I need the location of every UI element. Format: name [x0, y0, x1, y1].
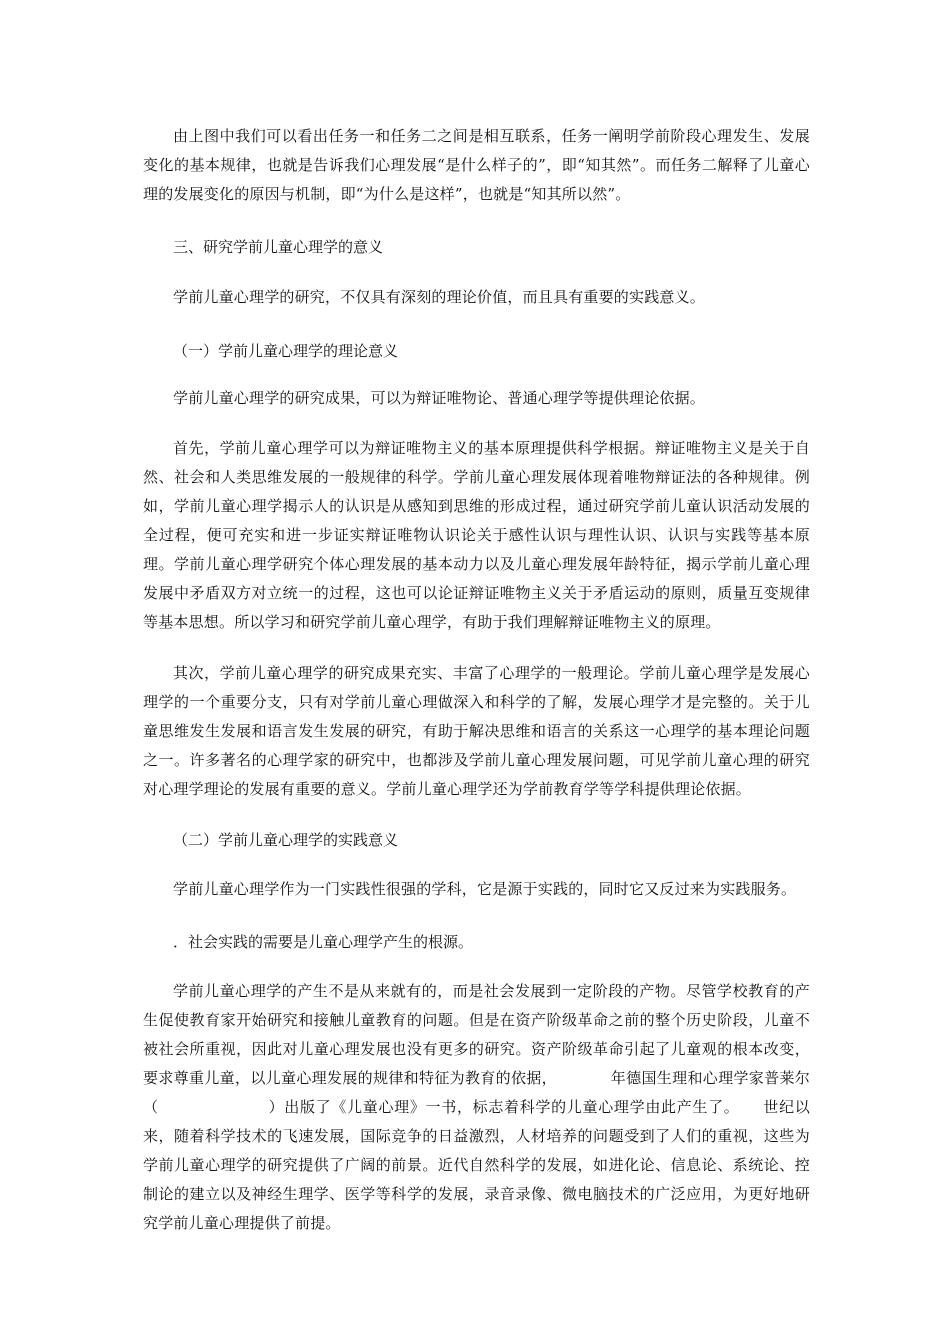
paragraph-first-dialectics: 首先，学前儿童心理学可以为辩证唯物主义的基本原理提供科学根据。辩证唯物主义是关于自然、社会和人类思维发展的一般规律的科学。学前儿童心理发展体现着唯物辩证法的各种规律。例如，学前儿童心理学揭示人的认识是从感知到思维的形成过程，通过研究学前儿童认识活动发展的全过程，便可充实和进一步证实辩证唯物认识论关于感性认识与理性认识、认识与实践等基本原理。学前儿童心理学研究个体心理发展的基本动力以及儿童心理发展年龄特征，揭示学前儿童心理发展中矛盾双方对立统一的过程，这也可以论证辩证唯物主义关于矛盾运动的原则，质量互变规律等基本思想。所以学习和研究学前儿童心理学，有助于我们理解辩证唯物主义的原理。	[143, 439, 810, 631]
subheading-practical-significance: （二）学前儿童心理学的实践意义	[173, 831, 399, 849]
paragraph-theoretical-basis: 学前儿童心理学的研究成果，可以为辩证唯物论、普通心理学等提供理论依据。	[173, 389, 706, 407]
list-point-social-practice: ．社会实践的需要是儿童心理学产生的根源。	[173, 933, 474, 951]
paragraph-task-relation: 由上图中我们可以看出任务一和任务二之间是相互联系，任务一阐明学前阶段心理发生、发展变化的基本规律，也就是告诉我们心理发展“是什么样子的”，即“知其然”。而任务二解释了儿童心理的发展变化的原因与机制，即“为什么是这样”，也就是“知其所以然”。	[143, 127, 810, 203]
paragraph-second-psychology-theory: 其次，学前儿童心理学的研究成果充实、丰富了心理学的一般理论。学前儿童心理学是发展心理学的一个重要分支，只有对学前儿童心理做深入和科学的了解，发展心理学才是完整的。关于儿童思维发生发展和语言发生发展的研究，有助于解决思维和语言的关系这一心理学的基本理论问题之一。许多著名的心理学家的研究中，也都涉及学前儿童心理发展问题，可见学前儿童心理的研究对心理学理论的发展有重要的意义。学前儿童心理学还为学前教育学等学科提供理论依据。	[143, 664, 810, 798]
paragraph-practical-service: 学前儿童心理学作为一门实践性很强的学科，它是源于实践的，同时它又反过来为实践服务。	[173, 880, 797, 898]
paragraph-origin-history: 学前儿童心理学的产生不是从来就有的，而是社会发展到一定阶段的产物。尽管学校教育的产生促使教育家开始研究和接触儿童教育的问题。但是在资产阶级革命之前的整个历史阶段，儿童不被社会所重视，因此对儿童心理发展也没有更多的研究。资产阶级革命引起了儿童观的根本改变，要求尊重儿童，以儿童心理发展的规律和特征为教育的依据， 年德国生理和心理学家普莱尔（ ）出版了《儿童心理》一书，标志着科学的儿童心理学由此产生了。 世纪以来，随着科学技术的飞速发展，国际竞争的日益激烈，人材培养的问题受到了人们的重视，这些为学前儿童心理学的研究提供了广阔的前景。近代自然科学的发展，如进化论、信息论、系统论、控制论的建立以及神经生理学、医学等科学的发展，录音录像、微电脑技术的广泛应用，为更好地研究学前儿童心理提供了前提。	[143, 982, 810, 1232]
section-heading-significance: 三、研究学前儿童心理学的意义	[173, 238, 384, 256]
paragraph-research-value: 学前儿童心理学的研究，不仅具有深刻的理论价值，而且具有重要的实践意义。	[173, 288, 706, 306]
subheading-theoretical-significance: （一）学前儿童心理学的理论意义	[173, 342, 399, 360]
